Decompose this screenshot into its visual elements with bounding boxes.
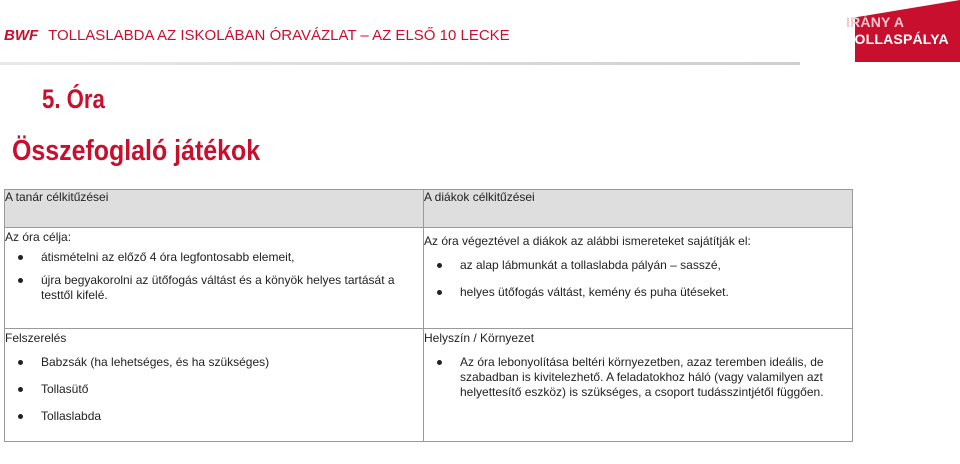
equipment-title: Felszerelés (5, 331, 67, 345)
equipment-list (5, 355, 423, 424)
student-goals-header: A diákok célkitűzései (424, 190, 853, 228)
table-row (5, 228, 853, 329)
student-goals-intro: Az óra végeztével a diákok az alábbi ismereteket sajátítják el: (424, 234, 751, 248)
lesson-title: Összefoglaló játékok (12, 135, 261, 167)
list-item: Az óra lebonyolítása beltéri környezetben, azaz teremben ideális, de szabadban is kivitelezhető. A feladatokhoz háló (vagy valamilyen azt helyettesítő eszköz) is szükséges, a csoport tudásszintjétől függően. (424, 355, 852, 400)
teacher-goals-intro: Az óra célja: (5, 230, 72, 244)
student-goals-cell (424, 228, 853, 329)
list-item: Tollaslabda (5, 409, 423, 424)
venue-list (424, 355, 852, 400)
equipment-cell (5, 329, 424, 442)
table-header-row (5, 190, 853, 228)
brand-logo-text (846, 14, 956, 48)
logo-line-1: IRÁNY A (846, 14, 905, 30)
header-title-main: TOLLASLABDA AZ ISKOLÁBAN (48, 27, 266, 44)
list-item: átismételni az előző 4 óra legfontosabb elemeit, (5, 250, 423, 265)
teacher-goals-list (5, 250, 423, 303)
student-goals-list (424, 258, 852, 300)
venue-cell (424, 329, 853, 442)
lesson-number: 5. Óra (42, 84, 105, 114)
bwf-logo-text: BWF (4, 27, 39, 44)
table-row (5, 329, 853, 442)
list-item: az alap lábmunkát a tollaslabda pályán – sasszé, (424, 258, 852, 273)
venue-title: Helyszín / Környezet (424, 331, 535, 345)
lesson-info-table (4, 189, 853, 442)
document-header-title (4, 27, 510, 44)
header-title-rest: ÓRAVÁZLAT – AZ ELSŐ 10 LECKE (269, 27, 510, 44)
teacher-goals-header: A tanár célkitűzései (5, 190, 424, 228)
list-item: Tollasütő (5, 382, 423, 397)
logo-line-2: TOLLASPÁLYA (846, 31, 949, 47)
header-divider (0, 62, 800, 65)
list-item: újra begyakorolni az ütőfogás váltást és a könyök helyes tartását a testtől kifelé. (5, 273, 423, 303)
teacher-goals-cell (5, 228, 424, 329)
page-header (0, 0, 960, 70)
list-item: Babzsák (ha lehetséges, és ha szükséges) (5, 355, 423, 370)
list-item: helyes ütőfogás váltást, kemény és puha ütéseket. (424, 285, 852, 300)
